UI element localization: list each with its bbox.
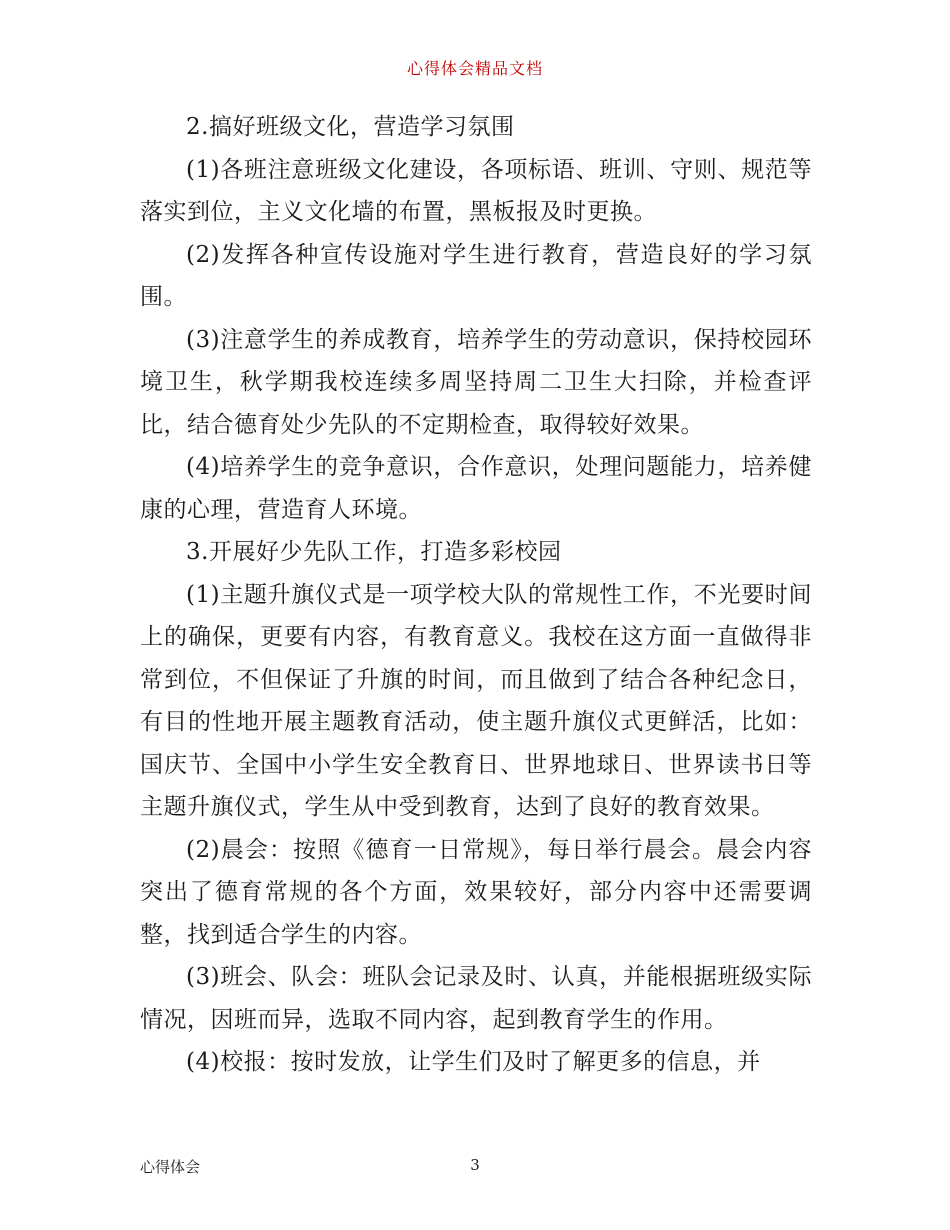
page-header-title: 心得体会精品文档	[406, 59, 543, 78]
page-footer	[0, 1156, 950, 1180]
footer-label: 心得体会	[140, 1158, 201, 1176]
paragraph-item-3: (3)注意学生的养成教育，培养学生的劳动意识，保持校园环境卫生，秋学期我校连续多周坚持周二卫生大扫除，并检查评比，结合德育处少先队的不定期检查，取得较好效果。	[140, 326, 812, 438]
document-body	[140, 106, 812, 1084]
section-heading-young-pioneers: 3.开展好少先队工作，打造多彩校园	[186, 539, 562, 565]
paragraph-item-1: (1)各班注意班级文化建设，各项标语、班训、守则、规范等落实到位，主义文化墙的布置，黑板报及时更换。	[140, 156, 812, 225]
section-heading-class-culture: 2.搞好班级文化，营造学习氛围	[186, 114, 515, 140]
paragraph-class-meeting: (3)班会、队会：班队会记录及时、认真，并能根据班级实际情况，因班而异，选取不同内容，起到教育学生的作用。	[140, 964, 812, 1033]
paragraph-morning-meeting: (2)晨会：按照《德育一日常规》，每日举行晨会。晨会内容突出了德育常规的各个方面，效果较好，部分内容中还需要调整，找到适合学生的内容。	[140, 836, 812, 948]
page-number: 3	[470, 1156, 480, 1174]
paragraph-flag-ceremony: (1)主题升旗仪式是一项学校大队的常规性工作，不光要时间上的确保，更要有内容，有教育意义。我校在这方面一直做得非常到位，不但保证了升旗的时间，而且做到了结合各种纪念日，有目的性地开展主题教育活动，使主题升旗仪式更鲜活，比如：国庆节、全国中小学生安全教育日、世界地球日、世界读书日等主题升旗仪式，学生从中受到教育，达到了良好的教育效果。	[140, 581, 812, 820]
paragraph-item-4: (4)培养学生的竞争意识，合作意识，处理问题能力，培养健康的心理，营造育人环境。	[140, 454, 812, 523]
paragraph-item-2: (2)发挥各种宣传设施对学生进行教育，营造良好的学习氛围。	[140, 241, 812, 310]
paragraph-school-newspaper: (4)校报：按时发放，让学生们及时了解更多的信息，并	[186, 1049, 761, 1075]
